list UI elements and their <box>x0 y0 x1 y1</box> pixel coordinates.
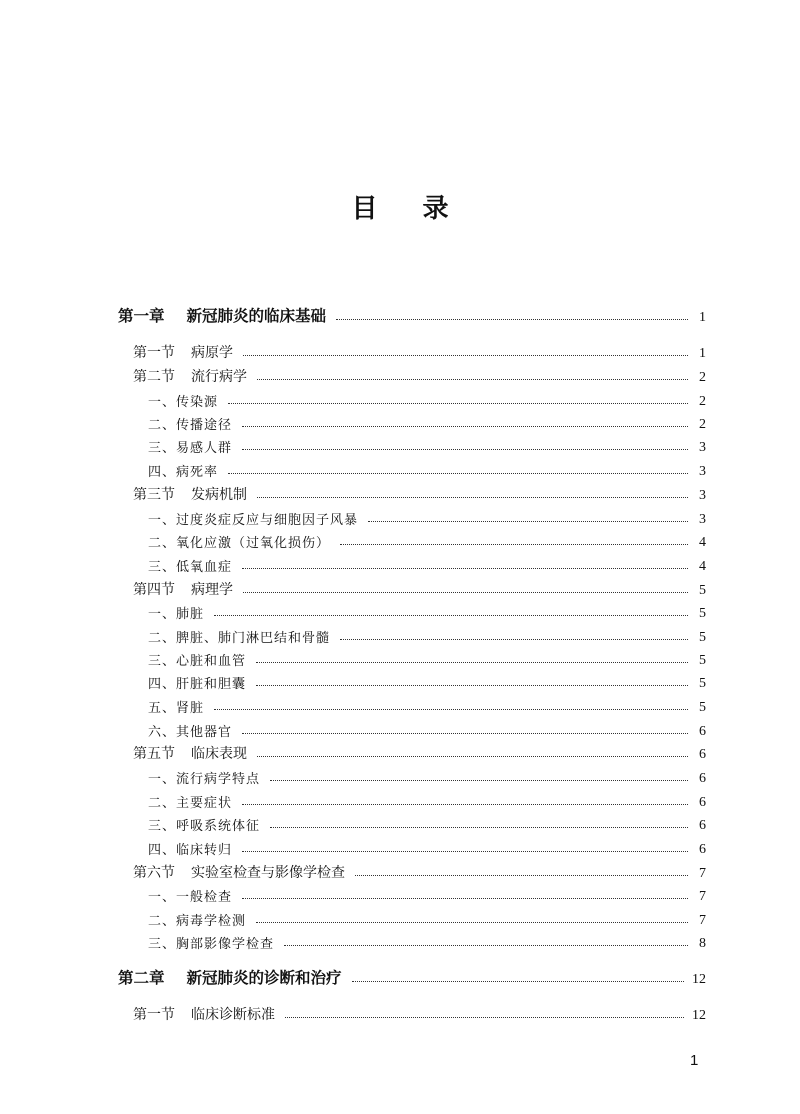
toc-item-entry <box>118 529 706 551</box>
toc-entry-title: 一、肺脏 <box>148 607 205 622</box>
toc-entry-title: 临床表现 <box>191 746 247 762</box>
toc-page-number: 12 <box>692 1008 706 1023</box>
toc-page-number: 5 <box>699 606 706 621</box>
page-number: 1 <box>690 1052 699 1069</box>
toc-item-entry <box>118 694 706 716</box>
toc-entry-title: 二、氧化应激（过氧化损伤） <box>148 536 331 551</box>
toc-entry-title: 二、传播途径 <box>148 418 233 433</box>
toc-page-number: 6 <box>699 818 706 833</box>
dot-leader <box>242 732 688 734</box>
toc-entry-title: 四、临床转归 <box>148 843 233 858</box>
dot-leader <box>257 496 688 498</box>
dot-leader <box>214 614 688 616</box>
toc-item-entry <box>118 907 706 929</box>
toc-entry-number: 第一节 <box>133 345 175 361</box>
dot-leader <box>270 779 688 781</box>
toc-entry-number: 第一节 <box>133 1007 175 1023</box>
toc-entry-label <box>118 391 218 410</box>
toc-page-number: 6 <box>699 771 706 786</box>
toc-page-number: 5 <box>699 700 706 715</box>
toc-entry-label <box>118 862 345 882</box>
toc-entry-label <box>118 910 246 929</box>
toc-entry-label <box>118 509 358 528</box>
dot-leader <box>242 897 688 899</box>
dot-leader <box>242 448 688 450</box>
toc-entry-title: 病原学 <box>191 345 233 361</box>
toc-page-number: 3 <box>699 488 706 503</box>
toc-entry-title: 病理学 <box>191 582 233 598</box>
toc-page-number: 5 <box>699 653 706 668</box>
toc-entry-label <box>118 556 232 575</box>
toc-entry-label <box>118 839 232 858</box>
toc-entry-title: 四、病死率 <box>148 465 219 480</box>
toc-entry-label <box>118 768 260 787</box>
toc-entry-title: 一、传染源 <box>148 395 219 410</box>
dot-leader <box>284 944 688 946</box>
toc-entry-label <box>118 304 326 326</box>
toc-entry-number: 第二节 <box>133 369 175 385</box>
toc-entry-number: 第五节 <box>133 746 175 762</box>
toc-entry-title: 一、过度炎症反应与细胞因子风暴 <box>148 513 359 528</box>
toc-item-entry <box>118 388 706 410</box>
toc-entry-label <box>118 697 204 716</box>
toc-item-entry <box>118 624 706 646</box>
toc-entry-title: 一、流行病学特点 <box>148 772 261 787</box>
toc-entry-title: 六、其他器官 <box>148 725 233 740</box>
toc-item-entry <box>118 930 706 952</box>
toc-section-entry <box>118 860 706 882</box>
page-title: 目 录 <box>351 194 467 224</box>
dot-leader <box>368 520 688 522</box>
dot-leader <box>285 1016 684 1018</box>
toc-page-number: 7 <box>699 889 706 904</box>
toc-entry-title: 二、病毒学检测 <box>148 914 247 929</box>
toc-item-entry <box>118 765 706 787</box>
dot-leader <box>256 921 688 923</box>
toc-entry-title: 新冠肺炎的临床基础 <box>186 306 327 325</box>
toc-page-number: 3 <box>699 464 706 479</box>
toc-page-number: 4 <box>699 559 706 574</box>
toc-entry-label <box>118 627 330 646</box>
dot-leader <box>355 874 688 876</box>
toc-entry-label <box>118 1004 275 1024</box>
toc-entry-label <box>118 532 330 551</box>
toc-page-number: 6 <box>699 747 706 762</box>
toc-page-number: 12 <box>692 972 706 987</box>
toc-item-entry <box>118 600 706 622</box>
toc-entry-label <box>118 366 247 386</box>
toc-entry-title: 五、肾脏 <box>148 701 205 716</box>
toc-section-entry <box>118 741 706 763</box>
toc-entry-title: 二、脾脏、肺门淋巴结和骨髓 <box>148 631 331 646</box>
toc-entry-title: 流行病学 <box>191 369 247 385</box>
toc-section-entry <box>118 1002 706 1024</box>
toc-item-entry <box>118 836 706 858</box>
toc-page-number: 6 <box>699 795 706 810</box>
toc-entry-title: 三、心脏和血管 <box>148 654 247 669</box>
toc-chapter-entry <box>118 304 706 326</box>
dot-leader <box>270 826 688 828</box>
dot-leader <box>256 661 688 663</box>
toc-entry-label <box>118 673 246 692</box>
toc-chapter-entry <box>118 966 706 988</box>
toc-entry-label <box>118 461 218 480</box>
toc-entry-title: 实验室检查与影像学检查 <box>191 865 345 881</box>
dot-leader <box>242 803 688 805</box>
toc-page-number: 2 <box>699 417 706 432</box>
dot-leader <box>242 425 688 427</box>
toc-item-entry <box>118 670 706 692</box>
dot-leader <box>340 638 688 640</box>
dot-leader <box>243 591 688 593</box>
toc-entry-label <box>118 650 246 669</box>
dot-leader <box>214 708 688 710</box>
toc-entry-label <box>118 886 232 905</box>
toc-item-entry <box>118 789 706 811</box>
toc-page-number: 1 <box>699 346 706 361</box>
toc-page-number: 5 <box>699 676 706 691</box>
toc-page-number: 6 <box>699 724 706 739</box>
toc-page-number: 7 <box>699 866 706 881</box>
dot-leader <box>340 543 688 545</box>
toc-entry-label <box>118 743 247 763</box>
toc-page-number: 6 <box>699 842 706 857</box>
toc-entry-title: 三、呼吸系统体征 <box>148 819 261 834</box>
toc-entry-title: 新冠肺炎的诊断和治疗 <box>186 968 342 987</box>
toc-entry-label <box>118 414 232 433</box>
dot-leader <box>242 850 688 852</box>
toc-entry-label <box>118 933 274 952</box>
toc-page-number: 7 <box>699 913 706 928</box>
toc-entry-label <box>118 342 233 362</box>
toc-page-number: 2 <box>699 370 706 385</box>
toc-section-entry <box>118 577 706 599</box>
toc-item-entry <box>118 718 706 740</box>
toc-entry-title: 发病机制 <box>191 487 247 503</box>
toc-entry-label <box>118 437 232 456</box>
dot-leader <box>257 378 688 380</box>
toc-entry-label <box>118 603 204 622</box>
toc-item-entry <box>118 434 706 456</box>
toc-item-entry <box>118 458 706 480</box>
toc-entry-label <box>118 721 232 740</box>
toc-entry-title: 临床诊断标准 <box>191 1007 275 1023</box>
dot-leader <box>228 472 688 474</box>
toc-entry-title: 四、肝脏和胆囊 <box>148 677 247 692</box>
toc-page-number: 5 <box>699 630 706 645</box>
toc-item-entry <box>118 883 706 905</box>
toc-entry-number: 第三节 <box>133 487 175 503</box>
dot-leader <box>243 354 688 356</box>
dot-leader <box>352 980 684 982</box>
toc-entry-label <box>118 815 260 834</box>
toc-entry-label <box>118 484 247 504</box>
toc-item-entry <box>118 411 706 433</box>
toc-entry-number: 第六节 <box>133 865 175 881</box>
dot-leader <box>336 318 688 320</box>
toc-entry-number: 第二章 <box>118 968 165 987</box>
toc-entry-number: 第四节 <box>133 582 175 598</box>
toc-section-entry <box>118 364 706 386</box>
dot-leader <box>257 755 688 757</box>
toc-page-number: 3 <box>699 512 706 527</box>
toc-item-entry <box>118 553 706 575</box>
toc-section-entry <box>118 482 706 504</box>
toc-page-number: 5 <box>699 583 706 598</box>
toc-entry-label <box>118 579 233 599</box>
toc-entry-title: 一、一般检查 <box>148 890 233 905</box>
toc-page-number: 2 <box>699 394 706 409</box>
toc-page-number: 8 <box>699 936 706 951</box>
dot-leader <box>228 402 688 404</box>
toc-page-number: 4 <box>699 535 706 550</box>
toc-entry-title: 三、易感人群 <box>148 441 233 456</box>
toc-item-entry <box>118 506 706 528</box>
toc-page-number: 3 <box>699 440 706 455</box>
toc-entry-label <box>118 966 342 988</box>
dot-leader <box>256 684 688 686</box>
toc-section-entry <box>118 340 706 362</box>
toc-page-number: 1 <box>699 310 706 325</box>
toc-entry-title: 二、主要症状 <box>148 796 233 811</box>
toc-item-entry <box>118 647 706 669</box>
toc-entry-label <box>118 792 232 811</box>
toc-entry-number: 第一章 <box>118 306 165 325</box>
toc-item-entry <box>118 812 706 834</box>
toc-entry-title: 三、胸部影像学检查 <box>148 937 275 952</box>
dot-leader <box>242 567 688 569</box>
toc-entry-title: 三、低氧血症 <box>148 560 233 575</box>
